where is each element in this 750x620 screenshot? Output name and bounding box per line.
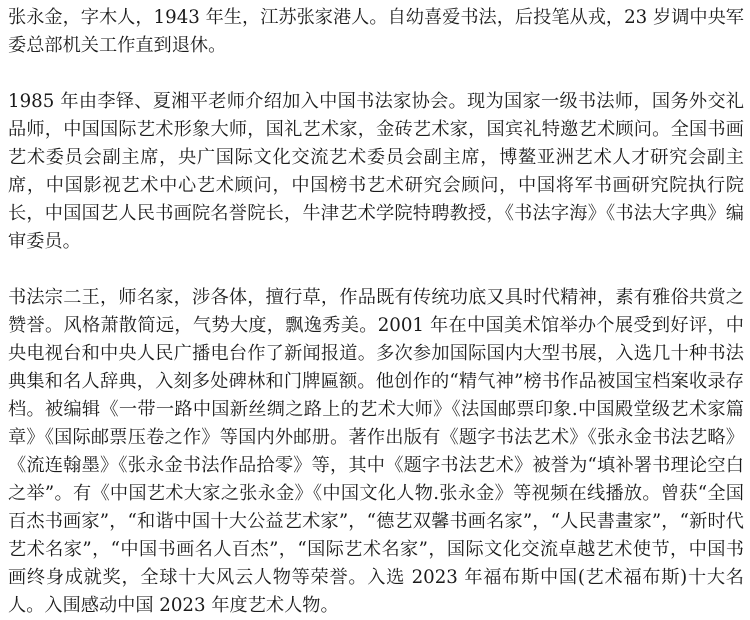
paragraph-calligraphy-achievements: 书法宗二王，师名家，涉各体，擅行草，作品既有传统功底又具时代精神，素有雅俗共赏之赞誉。风格萧散简远，气势大度，飘逸秀美。2001 年在中国美术馆举办个展受到好评，中央电视台和中央人民广播电台作了新闻报道。多次参加国际国内大型书展，入选几十种书法典集和名人辞典，入刻多处碑林和门牌匾额。他创作的“精气神”榜书作品被国宝档案收录存档。被编辑《一带一路中国新丝绸之路上的艺术大师》《法国邮票印象.中国殿堂级艺术家篇章》《国际邮票压卷之作》等国内外邮册。著作出版有《题字书法艺术》《张永金书法艺略》《流连翰墨》《张永金书法作品拾零》等，其中《题字书法艺术》被誉为“填补署书理论空白之举”。有《中国艺术大家之张永金》《中国文化人物.张永金》等视频在线播放。曾获“全国百杰书画家”，“和谐中国十大公益艺术家”，“德艺双馨书画名家”，“人民書畫家”，“新时代艺术名家”，“中国书画名人百杰”，“国际艺术名家”，国际文化交流卓越艺术使节，中国书画终身成就奖，全球十大风云人物等荣誉。入选 2023 年福布斯中国(艺术福布斯)十大名人。入围感动中国 2023 年度艺术人物。	[8, 287, 744, 616]
paragraph-titles-positions: 1985 年由李铎、夏湘平老师介绍加入中国书法家协会。现为国家一级书法师，国务外交礼品师，中国国际艺术形象大师，国礼艺术家，金砖艺术家，国宾礼特邀艺术顾问。全国书画艺术委员会副主席，央广国际文化交流艺术委员会副主席，博鳌亚洲艺术人才研究会副主席，中国影视艺术中心艺术顾问，中国榜书艺术研究会顾问，中国将军书画研究院执行院长，中国国艺人民书画院名誉院长，牛津艺术学院特聘教授，《书法字海》《书法大字典》编审委员。	[8, 91, 744, 252]
paragraph-bio-intro: 张永金，字木人，1943 年生，江苏张家港人。自幼喜爱书法，后投笔从戎，23 岁调中央军委总部机关工作直到退休。	[8, 7, 744, 56]
